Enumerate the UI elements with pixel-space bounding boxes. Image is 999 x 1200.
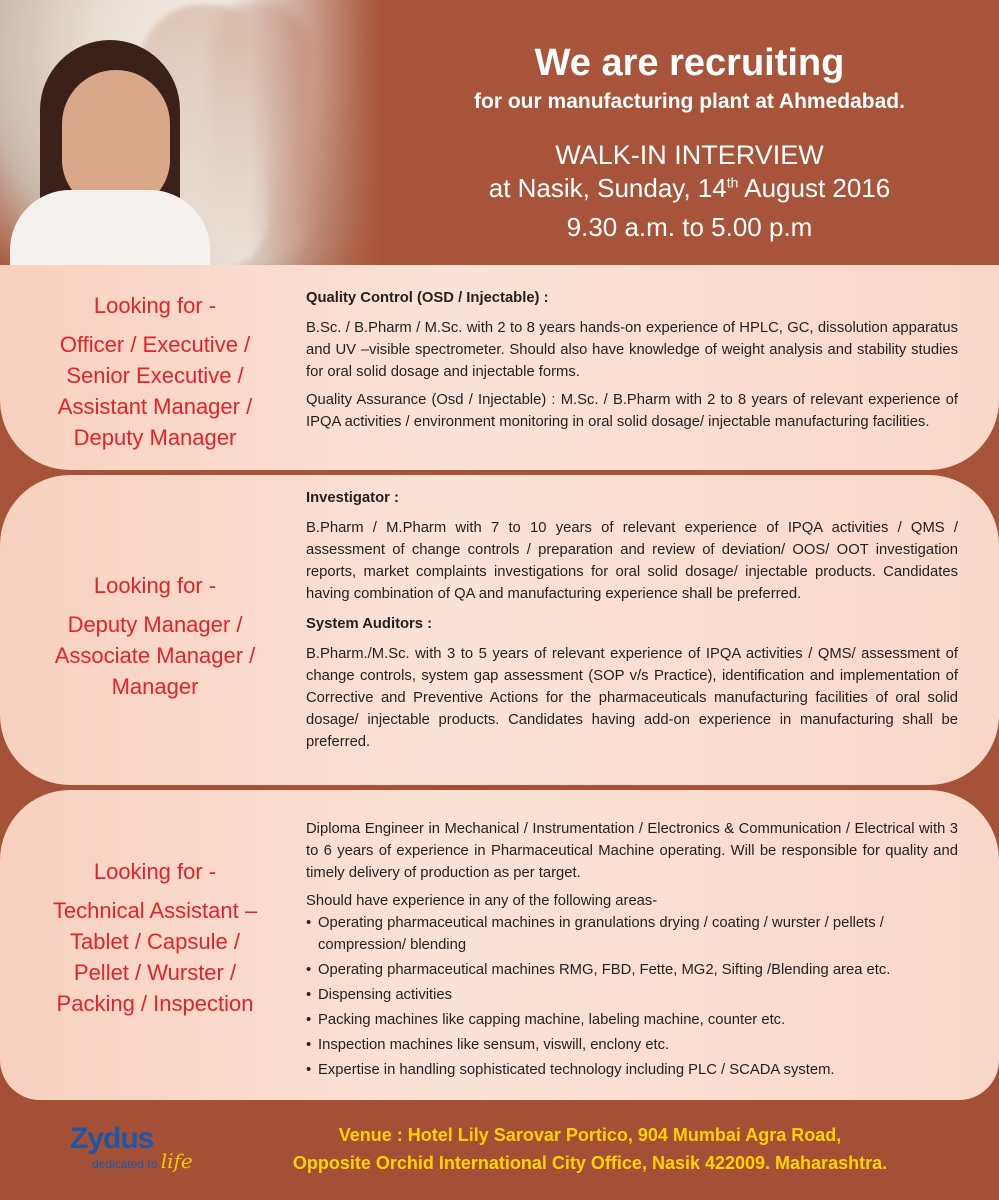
- section-details: [306, 818, 958, 1083]
- venue-line: Opposite Orchid International City Office, Nasik 422009. Maharashtra.: [292, 1153, 888, 1173]
- section-paragraph: B.Pharm / M.Pharm with 7 to 10 years of relevant experience of IPQA activities / QMS / assessment of change controls / preparation and review of deviation/ OOS/ OOT investigation reports, market complaints investigations for oral solid dosage/ injectable products. Candidates having combination of QA and manufacturing experience shall be preferred.: [306, 520, 958, 602]
- section-heading: System Auditors :: [306, 616, 433, 632]
- footer: [0, 1103, 999, 1200]
- header-banner: [0, 0, 999, 268]
- staff-photo: [0, 0, 380, 268]
- headline-subtitle: for our manufacturing plant at Ahmedabad.: [474, 90, 905, 113]
- venue-line: Venue : Hotel Lily Sarovar Portico, 904 Mumbai Agra Road,: [338, 1125, 842, 1145]
- section-heading: Quality Control (OSD / Injectable) :: [306, 290, 549, 306]
- experience-list: [306, 912, 958, 1083]
- walkin-title: WALK-IN INTERVIEW: [555, 140, 824, 170]
- section-technical: [0, 790, 999, 1100]
- section-paragraph: Quality Assurance (Osd / Injectable) : M.Sc. / B.Pharm with 2 to 8 years of relevant experience of IPQA activities / environment monitoring in oral solid dosage/ injectable manufacturing facilities.: [306, 392, 958, 430]
- interview-date: at Nasik, Sunday, 14th August 2016: [488, 173, 891, 203]
- logo-name: Zydus: [70, 1122, 154, 1155]
- looking-for-label: Looking for -: [93, 293, 217, 318]
- section-quality: [0, 265, 999, 470]
- looking-for-label: Looking for -: [93, 859, 217, 884]
- role-line: Tablet / Capsule /: [70, 929, 240, 954]
- list-item: • Expertise in handling sophisticated technology including PLC / SCADA system.: [306, 1058, 958, 1083]
- role-line: Officer / Executive /: [59, 332, 251, 357]
- role-line: Senior Executive /: [66, 363, 244, 388]
- section-paragraph: B.Sc. / B.Pharm / M.Sc. with 2 to 8 years hands-on experience of HPLC, GC, dissolution apparatus and UV –visible spectrometer. Should also have knowledge of weight analysis and stability studies for oral solid dosage and injectable forms.: [306, 320, 958, 380]
- section-roles: [40, 570, 270, 702]
- section-details: [306, 287, 958, 439]
- role-line: Packing / Inspection: [56, 991, 254, 1016]
- section-paragraph: Diploma Engineer in Mechanical / Instrumentation / Electronics & Communication / Electrical with 3 to 6 years of experience in Pharmaceutical Machine operating. Will be responsible for quality and timely delivery of production as per target.: [306, 821, 958, 881]
- section-roles: [40, 290, 270, 453]
- section-heading: Investigator :: [306, 490, 399, 506]
- role-line: Technical Assistant –: [52, 898, 258, 923]
- zydus-logo: [70, 1123, 200, 1183]
- role-line: Deputy Manager /: [67, 612, 243, 637]
- list-item: • Inspection machines like sensum, viswill, enclony etc.: [306, 1033, 958, 1058]
- section-roles: [40, 856, 270, 1019]
- role-line: Assistant Manager /: [57, 394, 253, 419]
- list-item: • Dispensing activities: [306, 983, 958, 1008]
- list-item: • Packing machines like capping machine, labeling machine, counter etc.: [306, 1008, 958, 1033]
- section-investigator: [0, 475, 999, 785]
- list-item: • Operating pharmaceutical machines RMG, FBD, Fette, MG2, Sifting /Blending area etc.: [306, 958, 958, 983]
- section-details: [306, 487, 958, 759]
- looking-for-label: Looking for -: [93, 573, 217, 598]
- role-line: Deputy Manager: [73, 425, 237, 450]
- headline-title: We are recruiting: [534, 42, 845, 84]
- role-line: Pellet / Wurster /: [73, 960, 237, 985]
- role-line: Associate Manager /: [54, 643, 256, 668]
- role-line: Manager: [111, 674, 199, 699]
- logo-tagline: dedicated to life: [92, 1149, 193, 1173]
- section-paragraph: B.Pharm./M.Sc. with 3 to 5 years of relevant experience of IPQA activities / QMS/ assessment of change controls, system gap assessment (SOP v/s Practice), identification and implementation of Corrective and Preventive Actions for the pharmaceuticals manufacturing facilities of oral solid dosage/ injectable products. Candidates having add-on experience in manufacturing shall be preferred.: [306, 646, 958, 750]
- interview-time: 9.30 a.m. to 5.00 p.m: [566, 212, 813, 242]
- list-item: • Operating pharmaceutical machines in granulations drying / coating / wurster / pellets / compression/ blending: [306, 912, 958, 956]
- section-paragraph: Should have experience in any of the following areas-: [306, 893, 658, 909]
